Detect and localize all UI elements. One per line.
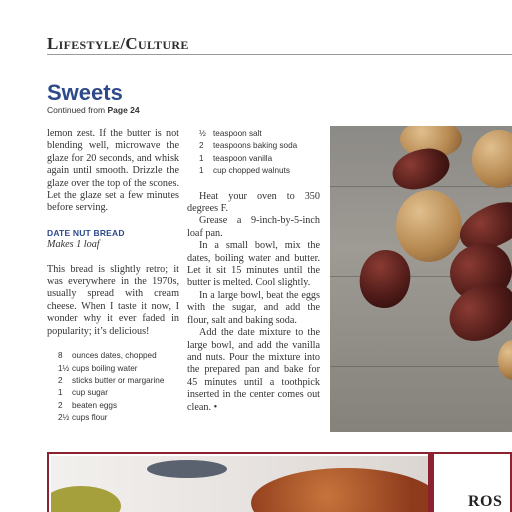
step-paragraph: In a large bowl, beat the eggs with the sugar, and add the flour, salt and baking soda. [187,289,320,326]
recipe-description: This bread is slightly retro; it was everywhere in the 1970s, usually spread with cream cheese. When I taste it now, I wonder why it ever faded in popularity; it’s delicious! [47,263,179,337]
spice-pile-green [51,486,121,512]
step-paragraph: Grease a 9-inch-by-5-inch loaf pan. [187,215,320,239]
ingredient-qty: 1½ [58,363,70,373]
ingredient-name: teaspoon salt [213,129,262,138]
recipe-title: DATE NUT BREAD [47,227,125,238]
walnut [498,340,512,380]
ingredient-qty: 1 [199,166,204,176]
ingredient-name: teaspoon vanilla [213,153,273,163]
ingredient-name: beaten eggs [72,400,118,410]
ingredient-item [199,140,320,152]
ingredient-list-1 [47,350,179,424]
frame-divider [428,454,434,512]
column-1 [47,128,179,425]
ingredient-item [58,350,179,362]
ingredient-qty: 2 [199,141,204,151]
step-paragraph [187,327,320,414]
ingredient-item [58,412,179,424]
dates-walnuts-photo [330,126,512,432]
walnut [396,190,462,262]
ingredient-item [199,153,320,165]
end-mark: • [213,401,218,413]
ingredient-qty: 8 [58,351,63,361]
ingredient-item [199,165,320,177]
ingredient-item [58,387,179,399]
ingredient-name: cups boiling water [72,363,138,373]
wood-plank-line [330,366,512,367]
ingredient-name: cup sugar [72,388,108,398]
ingredient-name: cup chopped walnuts [213,166,290,176]
article-title: Sweets [47,80,123,105]
ingredient-item [58,375,179,387]
ingredient-qty: 1 [58,388,63,398]
recipe-yield: Makes 1 loaf [47,239,100,251]
ingredient-qty: 2½ [58,413,70,423]
step-paragraph: In a small bowl, mix the dates, boiling water and butter. Let it sit 15 minutes until the butter is melted. Cool slightly. [187,240,320,289]
date-fruit [355,246,414,312]
next-article-title: ROS [468,493,503,510]
ingredient-qty: ½ [199,129,206,138]
step-paragraph: Heat your oven to 350 degrees F. [187,190,320,215]
column-2 [187,128,320,414]
next-article-frame [47,452,512,512]
ingredient-qty: 1 [199,153,204,163]
ingredient-name: ounces dates, chopped [72,351,157,361]
ingredient-name: sticks butter or margarine [72,375,165,385]
ingredient-name: cups flour [72,413,108,423]
walnut [472,130,512,188]
ingredient-item [58,363,179,375]
spice-pile-red [251,468,428,512]
continued-page-link[interactable]: Page 24 [107,105,140,115]
ingredient-item [58,400,179,412]
ingredient-name: teaspoons baking soda [213,141,298,151]
intro-paragraph: lemon zest. If the butter is not blending well, microwave the glaze for 20 seconds, and whisk again until smooth. Drizzle the glaze over the top of the scones. Let the glaze set a few minutes before serving. [47,128,179,214]
ingredient-qty: 2 [58,400,63,410]
ingredient-list-2 [187,128,320,178]
continued-prefix: Continued from [47,105,108,115]
spice-photo [51,456,428,512]
spoon [147,460,227,478]
ingredient-item [199,128,320,140]
continued-note [47,105,140,115]
final-step-text: Add the date mixture to the large bowl, and add the vanilla and nuts. Pour the mixture into the prepared pan and bake for 45 minutes until a toothpick inserted in the center comes out clean. [187,327,320,413]
ingredient-qty: 2 [58,375,63,385]
section-header: Lifestyle/Culture [47,34,189,53]
header-rule [47,54,512,55]
